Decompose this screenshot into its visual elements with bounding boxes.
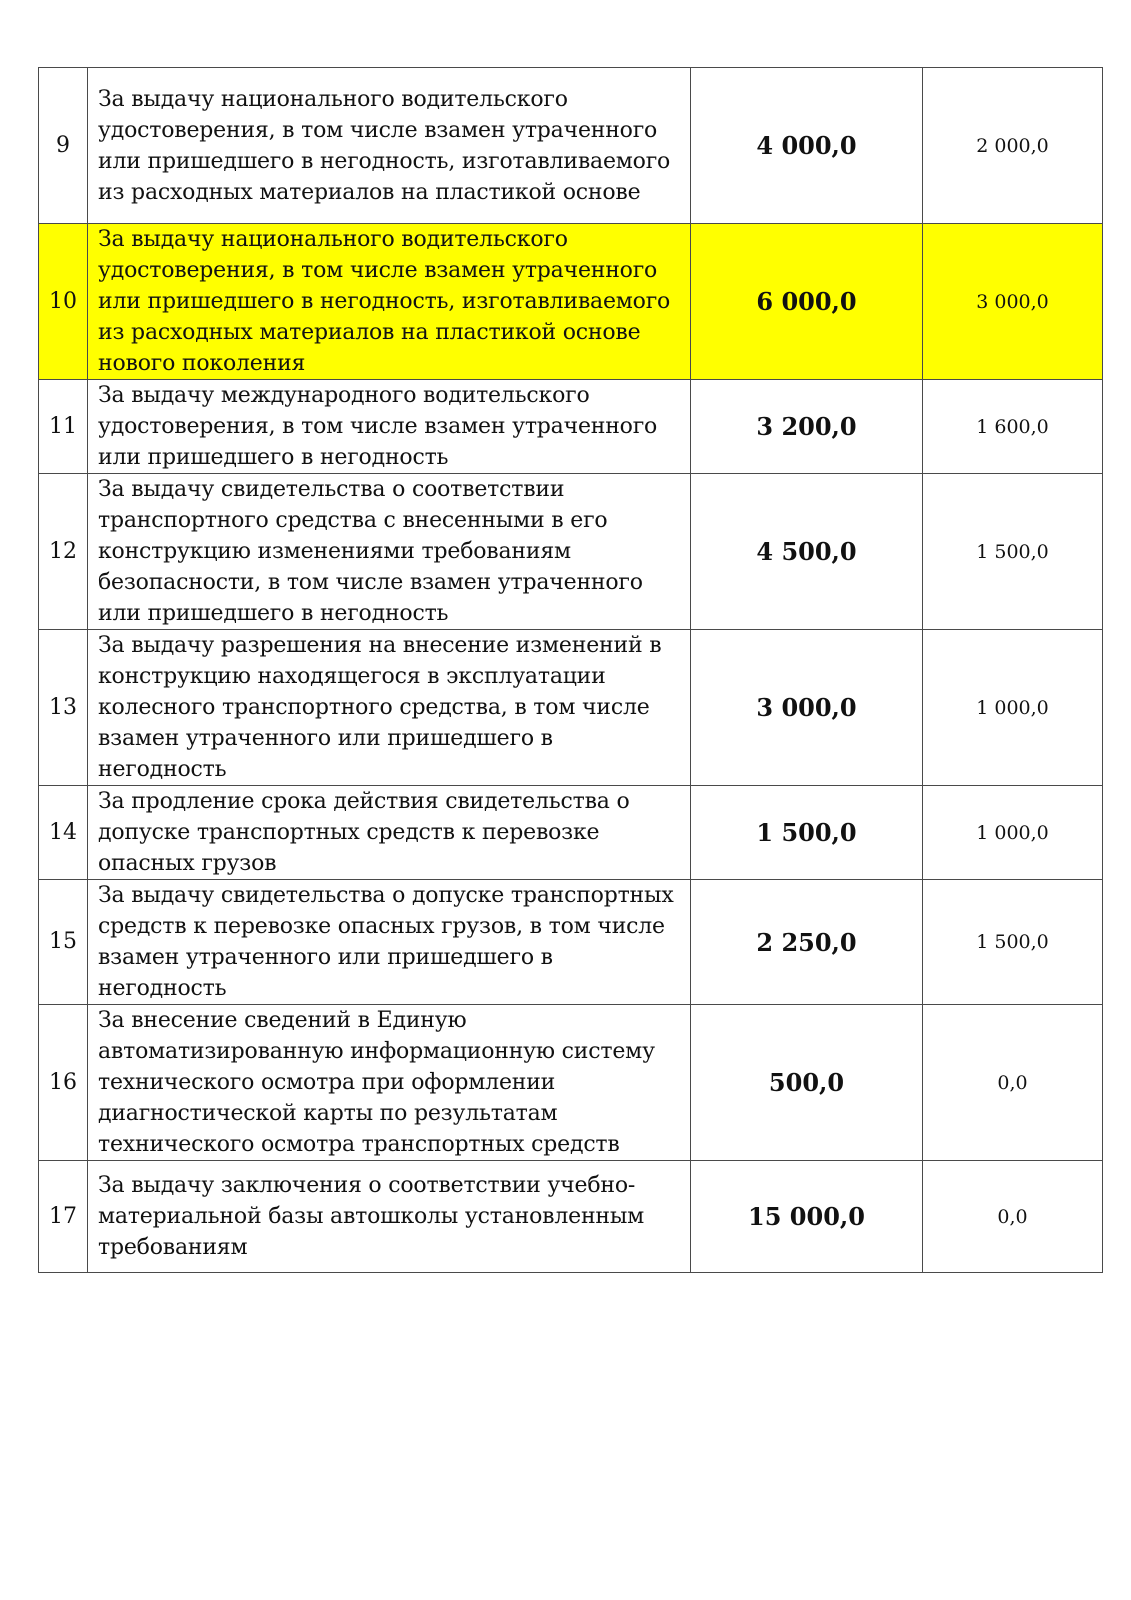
table-row-highlighted [39,224,1103,380]
row-number: 10 [39,224,88,380]
table-row [39,68,1103,224]
row-fee: 4 500,0 [691,474,923,630]
row-number: 15 [39,880,88,1005]
fee-table-body [39,68,1103,1273]
row-number: 9 [39,68,88,224]
row-fee: 3 200,0 [691,380,923,474]
row-description: За выдачу заключения о соответствии учебно-материальной базы автошколы установленным требованиям [88,1161,691,1273]
row-reduced-fee: 2 000,0 [923,68,1103,224]
row-fee: 15 000,0 [691,1161,923,1273]
table-row [39,1161,1103,1273]
row-reduced-fee: 0,0 [923,1161,1103,1273]
table-row [39,880,1103,1005]
row-reduced-fee: 3 000,0 [923,224,1103,380]
row-description: За выдачу свидетельства о допуске транспортных средств к перевозке опасных грузов, в том числе взамен утраченного или пришедшего в негодность [88,880,691,1005]
row-description: За выдачу международного водительского удостоверения, в том числе взамен утраченного или пришедшего в негодность [88,380,691,474]
row-description: За выдачу разрешения на внесение изменений в конструкцию находящегося в эксплуатации колесного транспортного средства, в том числе взамен утраченного или пришедшего в негодность [88,630,691,786]
row-fee: 4 000,0 [691,68,923,224]
table-row [39,630,1103,786]
row-number: 17 [39,1161,88,1273]
row-fee: 1 500,0 [691,786,923,880]
row-fee: 500,0 [691,1005,923,1161]
row-number: 16 [39,1005,88,1161]
row-description: За выдачу национального водительского удостоверения, в том числе взамен утраченного или пришедшего в негодность, изготавливаемого из расходных материалов на пластикой основе [88,68,691,224]
row-fee: 2 250,0 [691,880,923,1005]
row-reduced-fee: 1 600,0 [923,380,1103,474]
row-reduced-fee: 1 500,0 [923,880,1103,1005]
row-description: За внесение сведений в Единую автоматизированную информационную систему технического осмотра при оформлении диагностической карты по результатам технического осмотра транспортных средств [88,1005,691,1161]
row-reduced-fee: 1 000,0 [923,630,1103,786]
table-row [39,786,1103,880]
row-fee: 3 000,0 [691,630,923,786]
row-reduced-fee: 0,0 [923,1005,1103,1161]
table-row [39,474,1103,630]
row-description: За продление срока действия свидетельства о допуске транспортных средств к перевозке опасных грузов [88,786,691,880]
row-number: 14 [39,786,88,880]
row-fee: 6 000,0 [691,224,923,380]
fee-table [38,67,1103,1273]
row-number: 12 [39,474,88,630]
row-reduced-fee: 1 000,0 [923,786,1103,880]
row-number: 11 [39,380,88,474]
table-row [39,380,1103,474]
table-row [39,1005,1103,1161]
row-description: За выдачу свидетельства о соответствии транспортного средства с внесенными в его конструкцию изменениями требованиям безопасности, в том числе взамен утраченного или пришедшего в негодность [88,474,691,630]
row-number: 13 [39,630,88,786]
row-reduced-fee: 1 500,0 [923,474,1103,630]
row-description: За выдачу национального водительского удостоверения, в том числе взамен утраченного или пришедшего в негодность, изготавливаемого из расходных материалов на пластикой основе нового поколения [88,224,691,380]
